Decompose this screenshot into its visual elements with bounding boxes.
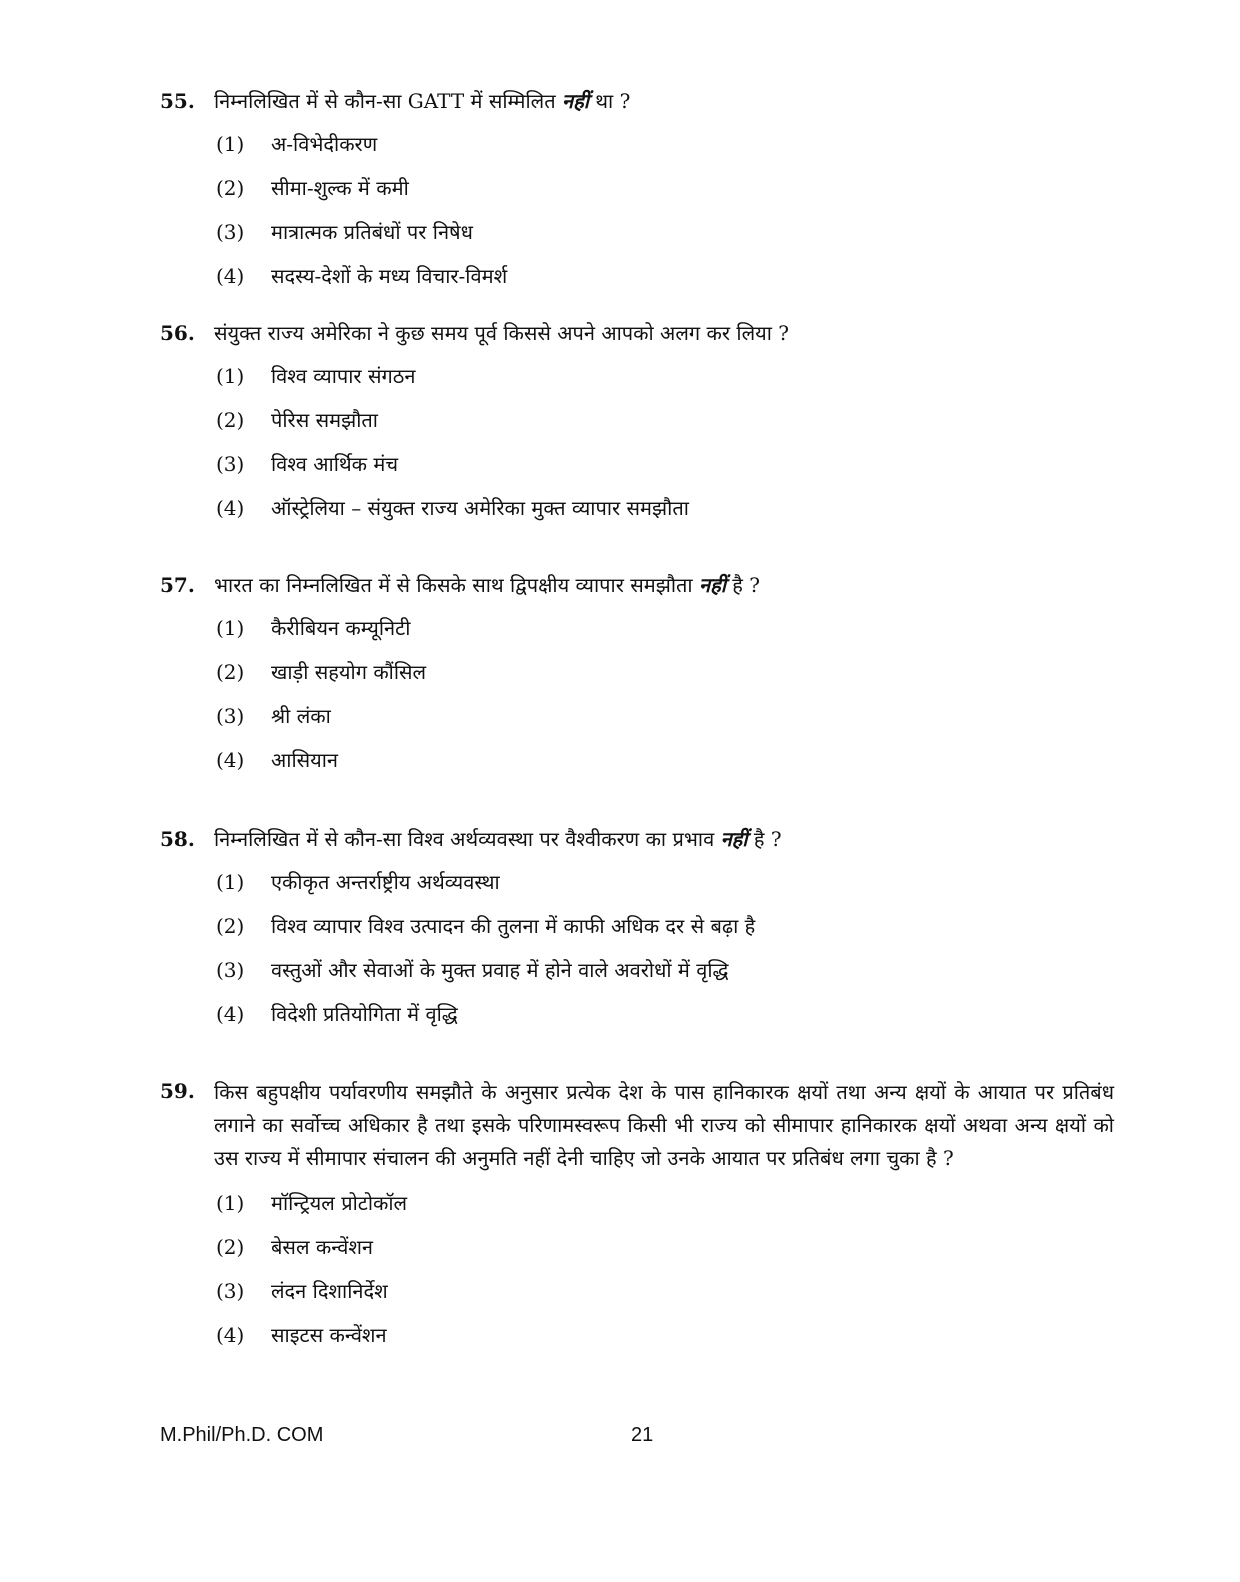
option-4	[216, 999, 1130, 1043]
option-number: (2)	[216, 914, 245, 938]
question-text-after: है ?	[753, 827, 782, 851]
option-3	[216, 955, 1130, 999]
option-1	[216, 613, 1130, 657]
question-59	[160, 1076, 1130, 1364]
question-text: संयुक्त राज्य अमेरिका ने कुछ समय पूर्व किससे अपने आपको अलग कर लिया ?	[214, 321, 790, 345]
option-text: खाड़ी सहयोग कौंसिल	[271, 660, 427, 684]
option-text: कैरीबियन कम्यूनिटी	[271, 616, 411, 640]
option-number: (1)	[216, 364, 245, 388]
option-number: (1)	[216, 132, 245, 156]
option-number: (2)	[216, 1235, 245, 1259]
emphasis-not: नहीं	[698, 573, 726, 597]
option-number: (3)	[216, 220, 245, 244]
option-2	[216, 173, 1130, 217]
question-text-before: निम्नलिखित में से कौन-सा विश्व अर्थव्यवस्था पर वैश्वीकरण का प्रभाव	[214, 827, 715, 851]
option-4	[216, 261, 1130, 305]
option-text: मॉन्ट्रियल प्रोटोकॉल	[271, 1191, 408, 1215]
option-3	[216, 701, 1130, 745]
option-text: विदेशी प्रतियोगिता में वृद्धि	[271, 1002, 458, 1026]
option-1	[216, 361, 1130, 405]
option-4	[216, 493, 1130, 537]
option-text: पेरिस समझौता	[271, 408, 378, 432]
option-text: आसियान	[271, 748, 339, 772]
question-text	[214, 570, 760, 600]
option-1	[216, 867, 1130, 911]
option-text: विश्व व्यापार विश्व उत्पादन की तुलना में काफी अधिक दर से बढ़ा है	[271, 914, 756, 938]
option-number: (2)	[216, 176, 245, 200]
option-4	[216, 745, 1130, 789]
emphasis-not: नहीं	[720, 827, 748, 851]
question-text-after: था ?	[595, 89, 631, 113]
option-number: (3)	[216, 704, 245, 728]
option-number: (4)	[216, 496, 245, 520]
question-text: किस बहुपक्षीय पर्यावरणीय समझौते के अनुसार प्रत्येक देश के पास हानिकारक क्षयों तथा अन्य क्षयों के आयात पर प्रतिबंध लगाने का सर्वोच्च अधिकार है तथा इसके परिणामस्वरूप किसी भी राज्य को सीमापार हानिकारक क्षयों अथवा अन्य क्षयों को उस राज्य में सीमापार संचालन की अनुमति नहीं देनी चाहिए जो उनके आयात पर प्रतिबंध लगा चुका है ?	[214, 1080, 1114, 1170]
option-text: सदस्य-देशों के मध्य विचार-विमर्श	[271, 264, 508, 288]
option-2	[216, 911, 1130, 955]
question-number: 56.	[160, 321, 195, 345]
option-text: ऑस्ट्रेलिया – संयुक्त राज्य अमेरिका मुक्त व्यापार समझौता	[271, 496, 689, 520]
option-number: (3)	[216, 1279, 245, 1303]
option-text: मात्रात्मक प्रतिबंधों पर निषेध	[271, 220, 473, 244]
option-number: (4)	[216, 1323, 245, 1347]
question-number: 55.	[160, 89, 195, 113]
option-number: (4)	[216, 264, 245, 288]
option-number: (4)	[216, 748, 245, 772]
option-number: (3)	[216, 452, 245, 476]
option-text: अ-विभेदीकरण	[271, 132, 378, 156]
option-1	[216, 129, 1130, 173]
question-text	[214, 86, 630, 116]
option-3	[216, 449, 1130, 493]
option-number: (3)	[216, 958, 245, 982]
question-text-before: निम्नलिखित में से कौन-सा GATT में सम्मिलित	[214, 89, 556, 113]
option-1	[216, 1188, 1130, 1232]
option-3	[216, 217, 1130, 261]
options-list	[216, 1188, 1130, 1364]
question-number: 59.	[160, 1079, 195, 1103]
option-number: (1)	[216, 870, 245, 894]
question-text-after: है ?	[732, 573, 760, 597]
question-number: 58.	[160, 827, 195, 851]
option-text: श्री लंका	[271, 704, 331, 728]
question-text-before: भारत का निम्नलिखित में से किसके साथ द्विपक्षीय व्यापार समझौता	[214, 573, 693, 597]
question-55	[160, 86, 1130, 305]
question-56	[160, 318, 1130, 537]
page-number: 21	[631, 1424, 654, 1446]
option-3	[216, 1276, 1130, 1320]
option-text: एकीकृत अन्तर्राष्ट्रीय अर्थव्यवस्था	[271, 870, 500, 894]
option-number: (4)	[216, 1002, 245, 1026]
question-57	[160, 570, 1130, 789]
option-4	[216, 1320, 1130, 1364]
option-2	[216, 405, 1130, 449]
option-number: (2)	[216, 408, 245, 432]
options-list	[216, 129, 1130, 305]
options-list	[216, 613, 1130, 789]
question-58	[160, 824, 1130, 1043]
option-number: (1)	[216, 616, 245, 640]
options-list	[216, 867, 1130, 1043]
question-text	[214, 824, 782, 854]
option-text: बेसल कन्वेंशन	[271, 1235, 374, 1259]
option-text: विश्व व्यापार संगठन	[271, 364, 416, 388]
footer-exam-code: M.Phil/Ph.D. COM	[160, 1424, 324, 1446]
option-text: सीमा-शुल्क में कमी	[271, 176, 409, 200]
options-list	[216, 361, 1130, 537]
option-text: लंदन दिशानिर्देश	[271, 1279, 388, 1303]
option-number: (1)	[216, 1191, 245, 1215]
option-2	[216, 657, 1130, 701]
option-2	[216, 1232, 1130, 1276]
option-text: विश्व आर्थिक मंच	[271, 452, 399, 476]
emphasis-not: नहीं	[562, 89, 589, 113]
option-text: साइटस कन्वेंशन	[271, 1323, 387, 1347]
option-text: वस्तुओं और सेवाओं के मुक्त प्रवाह में होने वाले अवरोधों में वृद्धि	[271, 958, 729, 982]
option-number: (2)	[216, 660, 245, 684]
question-number: 57.	[160, 573, 195, 597]
